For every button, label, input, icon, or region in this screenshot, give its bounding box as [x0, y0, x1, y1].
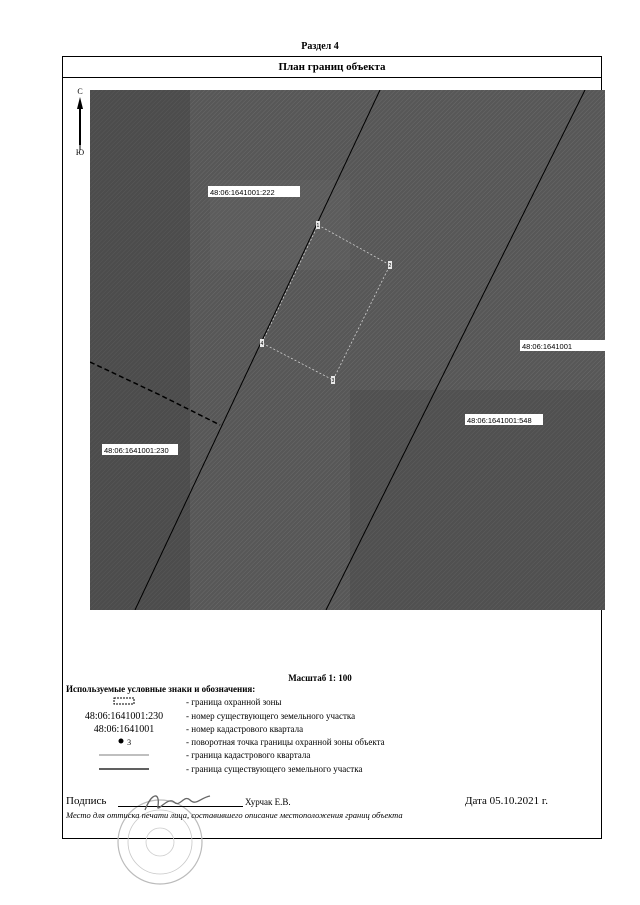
zone-boundary-icon	[113, 697, 135, 705]
turning-point-4	[260, 339, 264, 347]
legend-zone-desc: - граница охранной зоны	[186, 697, 282, 707]
section-title: Раздел 4	[301, 41, 339, 52]
turning-point-label: 2	[388, 263, 392, 269]
stamp-place-note: Место для оттиска печати лица, составившего описание местоположения границ объекта	[66, 810, 403, 820]
turning-point-2	[388, 261, 392, 269]
plan-title: План границ объекта	[63, 57, 601, 78]
turning-point-3	[331, 376, 335, 384]
satellite-map	[90, 90, 605, 610]
legend-zone-symbol	[66, 697, 182, 707]
turning-point-label: 3	[331, 378, 335, 384]
turning-point-label: 4	[260, 341, 264, 347]
legend-title: Используемые условные знаки и обозначения:	[66, 684, 256, 694]
map-canvas	[90, 90, 605, 610]
signature-label: Подпись	[66, 795, 107, 807]
legend-quarter-boundary-desc: - граница кадастрового квартала	[186, 750, 311, 760]
turning-point-1	[316, 221, 320, 229]
legend-parcel-boundary-desc: - граница существующего земельного участка	[186, 764, 363, 774]
legend-parcel-number-symbol: 48:06:1641001:230	[84, 711, 164, 722]
map-label-parcel-left	[102, 444, 178, 455]
map-label-parcel-top-text: 48:06:1641001:222	[210, 188, 275, 197]
map-label-parcel-top	[208, 186, 300, 197]
turning-point-icon	[117, 737, 125, 745]
legend-turning-point-number: 3	[127, 738, 132, 747]
legend-turning-point-symbol	[66, 737, 182, 747]
quarter-boundary-icon	[99, 752, 149, 758]
map-label-quarter-right-text: 48:06:1641001	[522, 342, 573, 351]
scale-label: Масштаб 1: 100	[288, 673, 352, 683]
map-label-parcel-right-text: 48:06:1641001:548	[467, 416, 532, 425]
parcel-boundary-icon	[99, 766, 149, 772]
legend-parcel-boundary-symbol	[66, 764, 182, 774]
turning-point-label: 1	[316, 223, 320, 229]
signature-date: Дата 05.10.2021 г.	[465, 795, 548, 807]
map-label-parcel-left-text: 48:06:1641001:230	[104, 446, 169, 455]
legend-quarter-number-desc: - номер кадастрового квартала	[186, 724, 304, 734]
signer-name: Хурчак Е.В.	[245, 797, 291, 807]
map-label-quarter-right	[520, 340, 605, 351]
north-arrow-icon	[73, 87, 87, 157]
map-label-parcel-right	[465, 414, 543, 425]
legend-parcel-number-desc: - номер существующего земельного участка	[186, 711, 356, 721]
legend-quarter-number-symbol: 48:06:1641001	[93, 724, 155, 735]
legend-quarter-boundary-symbol	[66, 750, 182, 760]
legend-turning-point-desc: - поворотная точка границы охранной зоны объекта	[186, 737, 385, 747]
south-label: Ю	[75, 148, 85, 157]
north-arrow	[73, 87, 87, 159]
north-label: С	[77, 87, 83, 96]
